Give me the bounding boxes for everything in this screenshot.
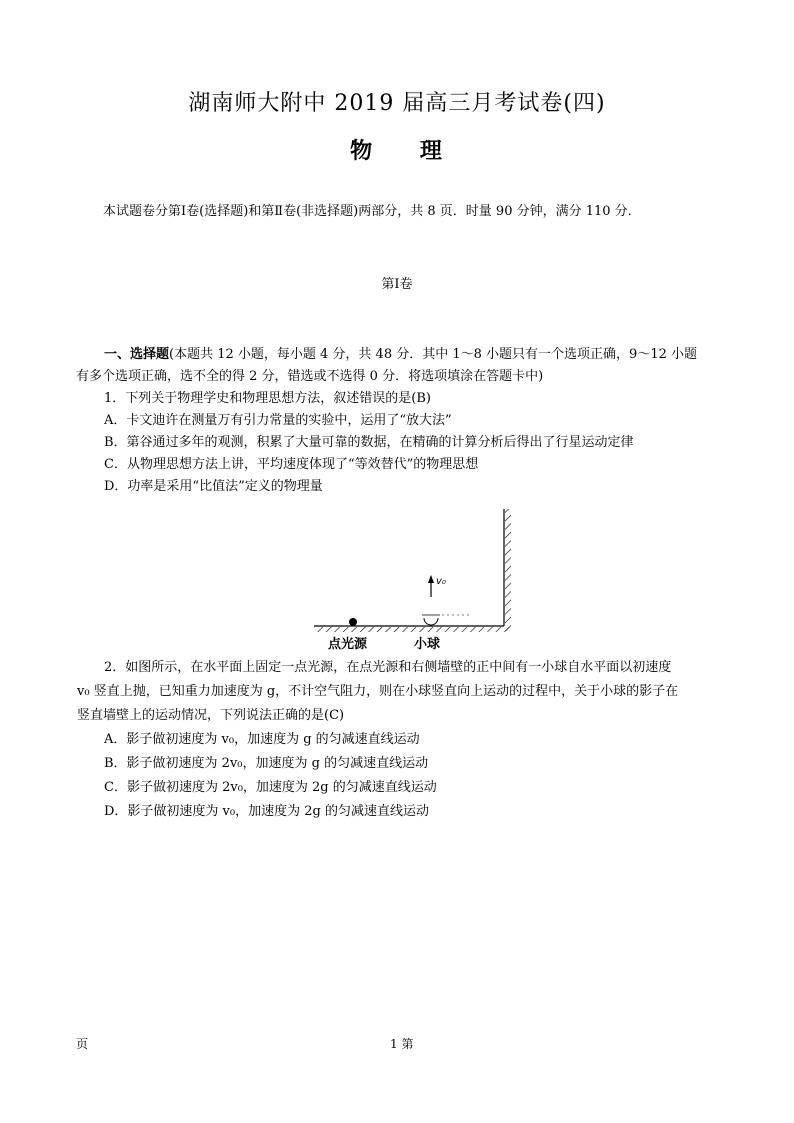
q1-option-c: C．从物理思想方法上讲，平均速度体现了“等效替代”的物理思想 (104, 457, 479, 472)
ground-hatch (314, 627, 510, 632)
q1-stem: 1．下列关于物理学史和物理思想方法，叙述错误的是(B) (104, 391, 431, 406)
section-heading: 一、选择题 (104, 347, 170, 362)
q2-option-b: B．影子做初速度为 2v₀，加速度为 g 的匀减速直线运动 (104, 756, 429, 771)
subject-title: 物 理 (350, 138, 462, 164)
velocity-arrow-head (428, 575, 434, 583)
velocity-label: v₀ (436, 576, 446, 587)
light-source-label: 点光源 (328, 637, 368, 652)
section-choice (76, 344, 724, 498)
exam-intro: 本试题卷分第Ⅰ卷(选择题)和第Ⅱ卷(非选择题)两部分，共 8 页．时量 90 分钟，满分 110 分． (103, 204, 641, 219)
q1-option-b: B．第谷通过多年的观测，积累了大量可靠的数据，在精确的计算分析后得出了行星运动定律 (104, 435, 634, 450)
ball-label: 小球 (414, 637, 441, 652)
footer-page: 1 第 (390, 1037, 414, 1051)
q2-option-a: A．影子做初速度为 v₀，加速度为 g 的匀减速直线运动 (104, 732, 420, 747)
exam-title: 湖南师大附中 2019 届高三月考试卷(四) (188, 91, 606, 116)
question-2 (77, 656, 726, 824)
q2-option-c: C．影子做初速度为 2v₀，加速度为 2g 的匀减速直线运动 (104, 780, 437, 795)
q1-option-a: A．卡文迪许在测量万有引力常量的实验中，运用了“放大法” (104, 413, 452, 428)
point-light-source (349, 618, 357, 626)
section-desc-line1: (本题共 12 小题，每小题 4 分，共 48 分．其中 1～8 小题只有一个选项正确，9～12 小题 (169, 347, 697, 362)
wall-hatch (505, 509, 511, 631)
q1-option-d: D．功率是采用“比值法”定义的物理量 (104, 479, 323, 494)
ball (424, 618, 438, 625)
footer-left: 页 (76, 1037, 89, 1051)
q2-option-d: D．影子做初速度为 v₀，加速度为 2g 的匀减速直线运动 (104, 804, 429, 819)
q2-line1: 2．如图所示，在水平面上固定一点光源，在点光源和右侧墙壁的正中间有一小球自水平面以初速度 (104, 660, 672, 675)
light-shadow-figure (300, 505, 530, 655)
part-title: 第Ⅰ卷 (381, 277, 413, 292)
section-desc-line2: 有多个选项正确，选不全的得 2 分，错选或不选得 0 分．将选项填涂在答题卡中) (76, 369, 544, 384)
q2-line2: v₀ 竖直上抛，已知重力加速度为 g，不计空气阻力，则在小球竖直向上运动的过程中，关于小球的影子在 (77, 684, 679, 699)
q2-line3: 竖直墙壁上的运动情况，下列说法正确的是(C) (77, 708, 345, 723)
